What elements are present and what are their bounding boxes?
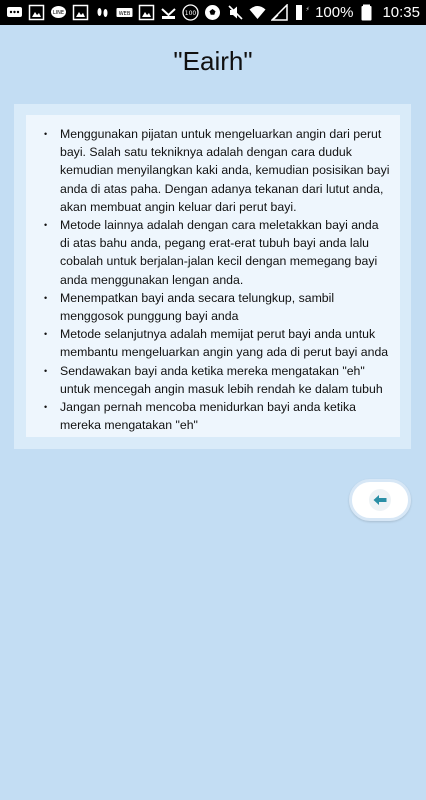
- wifi-icon: [249, 4, 266, 21]
- status-bar-right: [227, 4, 420, 21]
- gallery-icon: [72, 4, 89, 21]
- svg-text:⚡: ⚡: [305, 6, 310, 13]
- signal-icon: [271, 4, 288, 21]
- clock: 10:35: [382, 4, 420, 21]
- chat-icon: [6, 4, 23, 21]
- list-item: • Metode selanjutnya adalah memijat perut bayi anda untuk membantu mengeluarkan angin yang ada di perut bayi anda: [60, 325, 390, 361]
- list-item: • Sendawakan bayi anda ketika mereka mengatakan "eh" untuk mencegah angin masuk lebih rendah ke dalam tubuh: [60, 362, 390, 398]
- gallery-icon: [138, 4, 155, 21]
- battery-percentage: 100%: [315, 4, 354, 21]
- content-card-inner: [26, 115, 400, 437]
- svg-text:WEB: WEB: [118, 11, 131, 17]
- back-button[interactable]: [349, 479, 411, 521]
- svg-text:LINE: LINE: [52, 10, 65, 16]
- status-bar: [0, 0, 426, 25]
- line-icon: [50, 4, 67, 21]
- battery-icon: [293, 4, 310, 21]
- list-item: • Jangan pernah mencoba menidurkan bayi anda ketika mereka mengatakan "eh": [60, 398, 390, 434]
- mute-icon: [227, 4, 244, 21]
- list-item: • Menempatkan bayi anda secara telungkup, sambil menggosok punggung bayi anda: [60, 289, 390, 325]
- gallery-icon: [28, 4, 45, 21]
- comic-icon: [116, 4, 133, 21]
- battery-icon: [358, 4, 375, 21]
- back-button-circle: [369, 489, 391, 511]
- status-bar-left: [6, 4, 221, 21]
- page-title: "Eairh": [173, 46, 253, 76]
- missed-call-icon: [160, 4, 177, 21]
- svg-text:100: 100: [184, 10, 197, 17]
- list-item: • Metode lainnya adalah dengan cara meletakkan bayi anda di atas bahu anda, pegang erat-erat tubuh bayi anda lalu cobalah untuk berjalan-jalan kecil dengan memegang bayi anda menggunakan lengan anda.: [60, 216, 390, 289]
- tips-list: [36, 125, 390, 434]
- badge-100-icon: [182, 4, 199, 21]
- soccer-icon: [204, 4, 221, 21]
- arrow-left-icon: [373, 494, 387, 506]
- content-card: [14, 104, 411, 449]
- footprints-icon: [94, 4, 111, 21]
- list-item: • Menggunakan pijatan untuk mengeluarkan angin dari perut bayi. Salah satu tekniknya adalah dengan cara duduk kemudian menyilangkan kaki anda, kemudian posisikan bayi anda di atas paha. Dengan adanya tekanan dari lutut anda, akan membuat angin keluar dari perut bayi.: [60, 125, 390, 216]
